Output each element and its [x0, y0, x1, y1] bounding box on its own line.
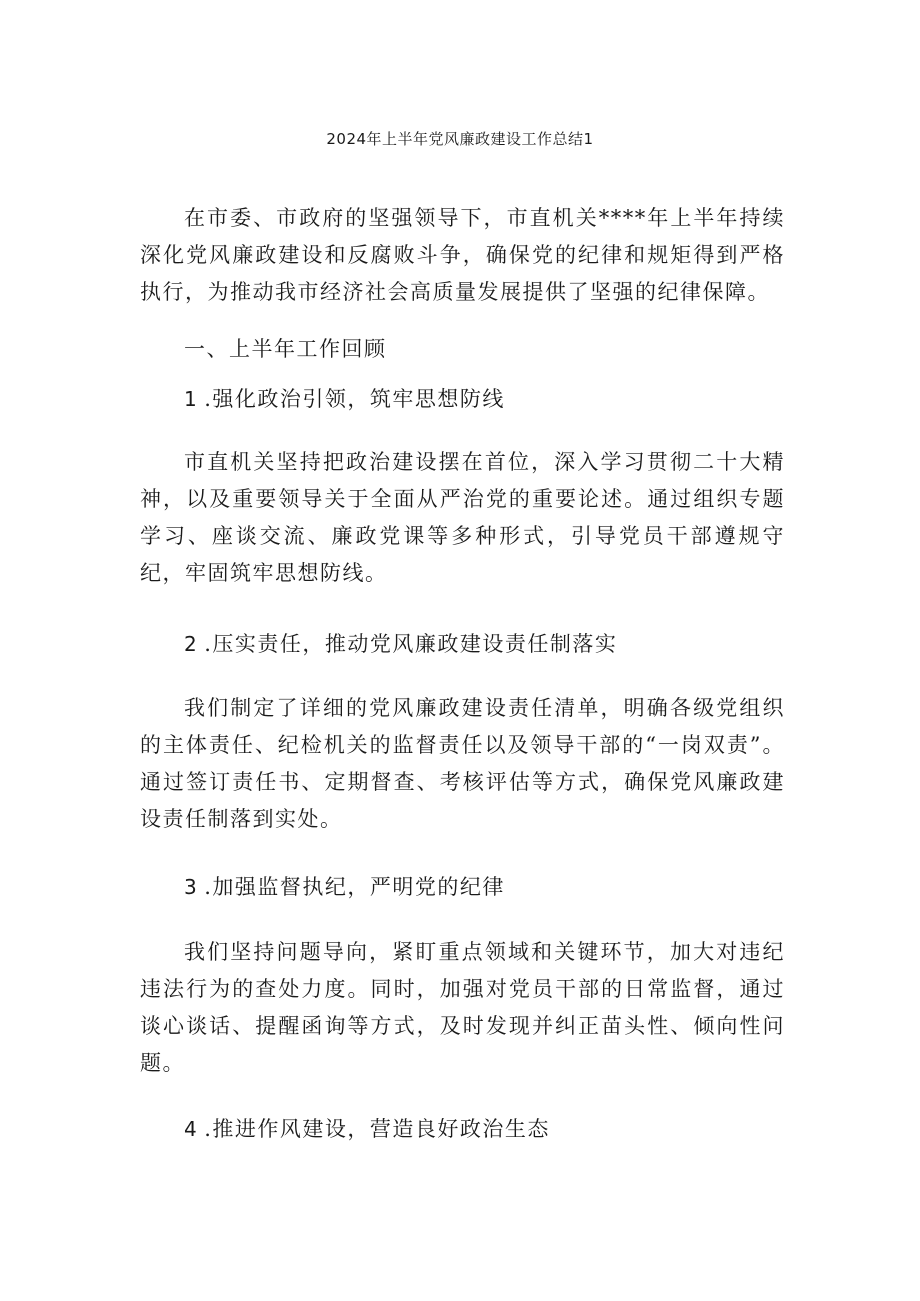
item-heading-3: [184, 869, 505, 906]
item-heading-text: .加强监督执纪，严明党的纪律: [204, 875, 505, 899]
item-body-2: 我们制定了详细的党风廉政建设责任清单，明确各级党组织的主体责任、纪检机关的监督责任以及领导干部的“一岗双责”。通过签订责任书、定期督查、考核评估等方式，确保党风廉政建设责任制落到实处。: [140, 696, 785, 831]
item-heading-1: [184, 381, 505, 418]
item-body-1: 市直机关坚持把政治建设摆在首位，深入学习贯彻二十大精神，以及重要领导关于全面从严治党的重要论述。通过组织专题学习、座谈交流、廉政党课等多种形式，引导党员干部遵规守纪，牢固筑牢思想防线。: [140, 450, 785, 585]
item-heading-text: .推进作风建设，营造良好政治生态: [204, 1117, 550, 1141]
item-body-3: 我们坚持问题导向，紧盯重点领域和关键环节，加大对违纪违法行为的查处力度。同时，加强对党员干部的日常监督，通过谈心谈话、提醒函询等方式，及时发现并纠正苗头性、倾向性问题。: [140, 940, 785, 1075]
item-number: 3: [184, 875, 199, 899]
item-number: 2: [184, 632, 199, 656]
document-title: 2024年上半年党风廉政建设工作总结1: [326, 130, 594, 148]
item-heading-2: [184, 626, 617, 663]
item-heading-text: .强化政治引领，筑牢思想防线: [204, 387, 505, 411]
intro-paragraph: 在市委、市政府的坚强领导下，市直机关****年上半年持续深化党风廉政建设和反腐败斗争，确保党的纪律和规矩得到严格执行，为推动我市经济社会高质量发展提供了坚强的纪律保障。: [140, 206, 785, 304]
item-heading-4: [184, 1111, 550, 1148]
item-number: 4: [184, 1117, 199, 1141]
item-number: 1: [184, 387, 199, 411]
item-heading-text: .压实责任，推动党风廉政建设责任制落实: [204, 632, 618, 656]
section-heading-review: 一、上半年工作回顾: [184, 337, 387, 361]
